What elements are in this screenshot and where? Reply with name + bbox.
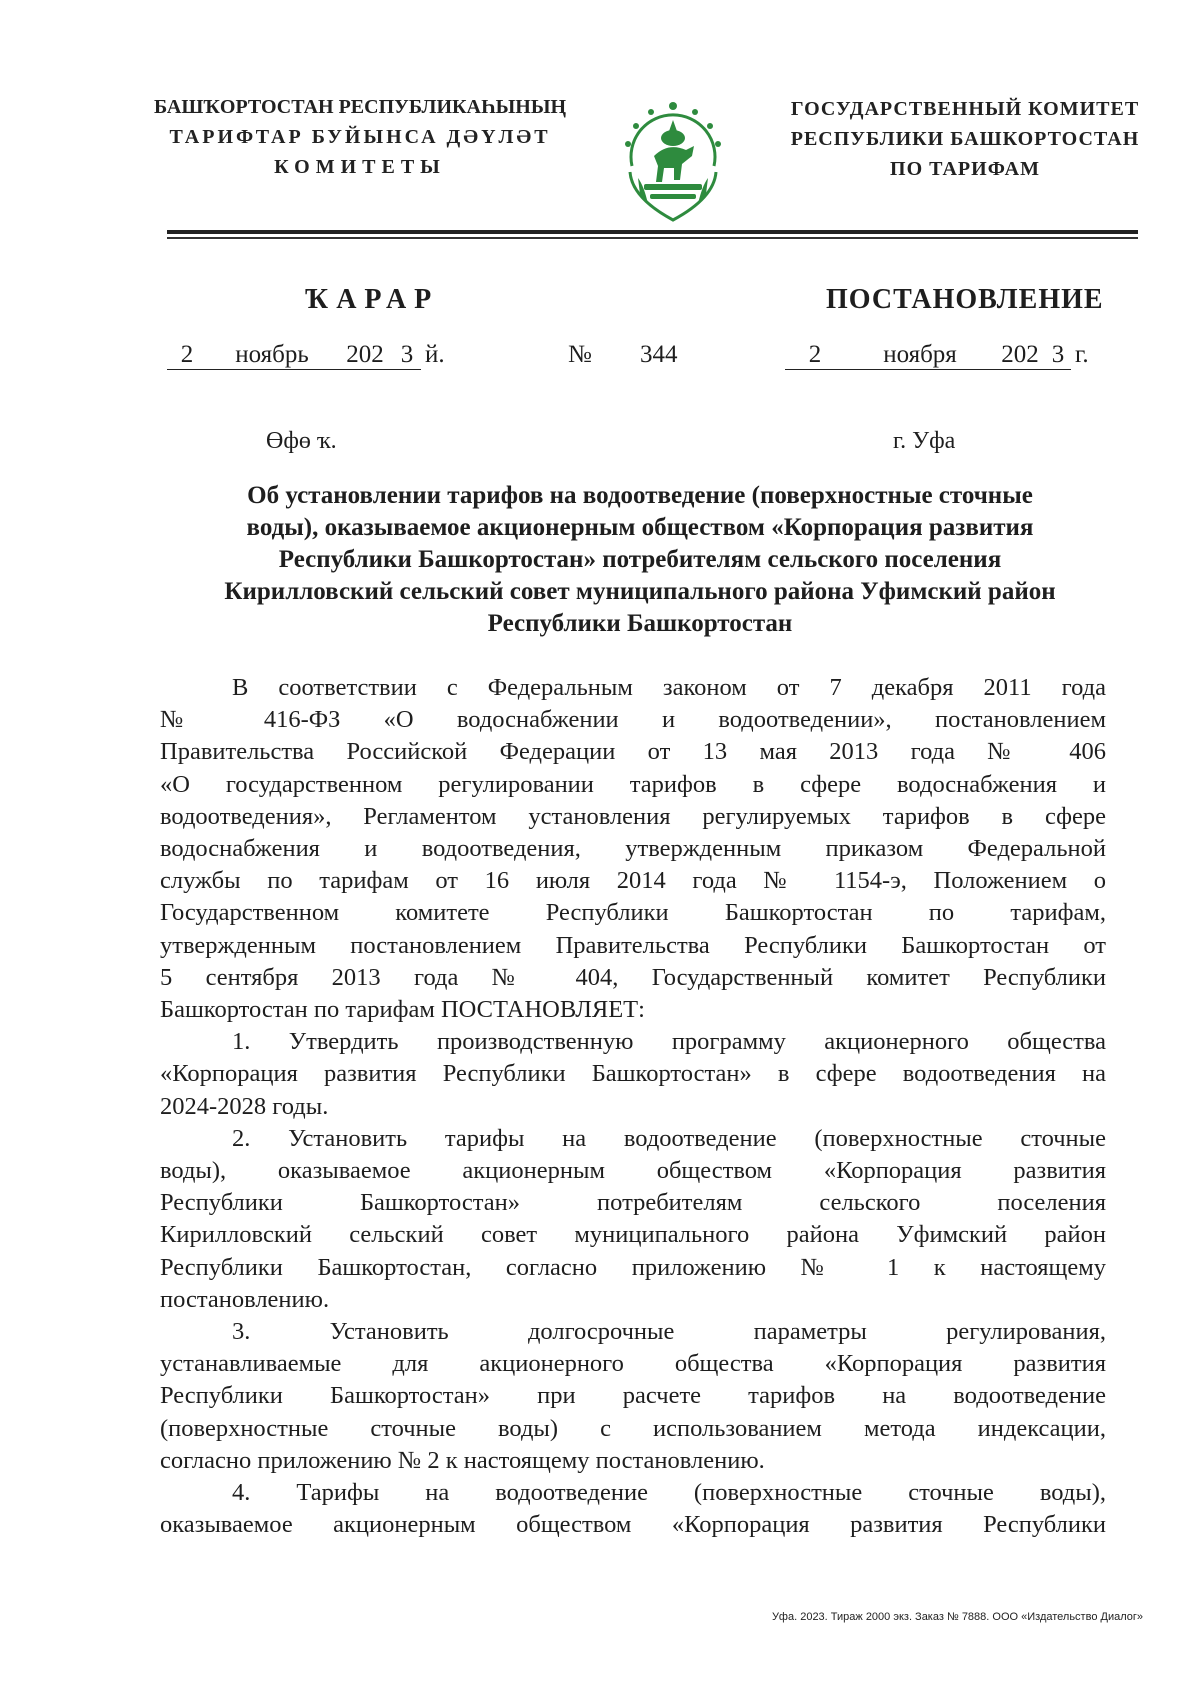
date-left xyxy=(167,341,445,370)
bashkortostan-emblem-icon xyxy=(610,94,736,224)
header-left-line-1: БАШҠОРТОСТАН РЕСПУБЛИКАҺЫНЫҢ xyxy=(153,96,567,118)
title-line: Об установлении тарифов на водоотведение (поверхностные сточные xyxy=(247,482,1033,509)
date-left-year-last: 3 xyxy=(393,341,421,370)
header-left-line-2: ТАРИФТАР БУЙЫНСА ДӘҮЛӘТ xyxy=(169,126,551,148)
item-2-paragraph xyxy=(160,1123,1106,1316)
body-line: № 416-ФЗ «О водоснабжении и водоотведении», постановлением xyxy=(160,706,1106,734)
body-line: водоотведения», Регламентом установления регулируемых тарифов в сфере xyxy=(160,802,1106,830)
header-right-line-3: ПО ТАРИФАМ xyxy=(890,158,1040,180)
header-divider-thin xyxy=(167,237,1138,239)
title-line: Кирилловский сельский совет муниципального района Уфимский район xyxy=(224,578,1056,605)
body-line: согласно приложению № 2 к настоящему постановлению. xyxy=(160,1446,765,1474)
body-line: постановлению. xyxy=(160,1285,330,1313)
item-4-paragraph xyxy=(160,1477,1106,1541)
body-line: устанавливаемые для акционерного общества «Корпорация развития xyxy=(160,1350,1106,1378)
body-line: 2024-2028 годы. xyxy=(160,1092,329,1120)
preamble-paragraph xyxy=(160,672,1106,1026)
body-line: Республики Башкортостан, согласно приложению № 1 к настоящему xyxy=(160,1253,1106,1281)
doc-number: 344 xyxy=(640,341,678,368)
header-left-bashkir xyxy=(140,92,580,182)
title-line: воды), оказываемое акционерным обществом «Корпорация развития xyxy=(246,514,1034,541)
date-left-day: 2 xyxy=(167,341,207,370)
date-left-month: ноябрь xyxy=(207,341,337,370)
body-line: 2. Установить тарифы на водоотведение (поверхностные сточные xyxy=(232,1124,1106,1152)
date-right-month: ноября xyxy=(845,341,995,370)
body-line: 5 сентября 2013 года № 404, Государственный комитет Республики xyxy=(160,963,1106,991)
header-right-line-2: РЕСПУБЛИКИ БАШКОРТОСТАН xyxy=(790,128,1140,150)
title-line: Республики Башкортостан xyxy=(487,610,793,637)
body-line: Республики Башкортостан» при расчете тарифов на водоотведение xyxy=(160,1382,1106,1410)
date-right-year-last: 3 xyxy=(1045,341,1071,370)
document-title xyxy=(160,480,1120,640)
header-divider-thick xyxy=(167,230,1138,234)
header-right-russian xyxy=(770,94,1160,184)
item-1-paragraph xyxy=(160,1026,1106,1123)
body-line: водоснабжения и водоотведения, утвержденным приказом Федеральной xyxy=(160,835,1106,863)
body-line: Республики Башкортостан» потребителям сельского поселения xyxy=(160,1189,1106,1217)
document-body xyxy=(160,672,1106,1541)
item-3-paragraph xyxy=(160,1316,1106,1477)
print-imprint: Уфа. 2023. Тираж 2000 экз. Заказ № 7888. ООО «Издательство Диалог» xyxy=(771,1611,1143,1623)
body-line: «О государственном регулировании тарифов в сфере водоснабжения и xyxy=(160,770,1106,798)
body-line: (поверхностные сточные воды) с использованием метода индексации, xyxy=(160,1414,1106,1442)
date-left-year: 202 xyxy=(337,341,393,370)
body-line: утвержденным постановлением Правительства Республики Башкортостан от xyxy=(160,931,1106,959)
body-line: Государственном комитете Республики Башкортостан по тарифам, xyxy=(160,899,1106,927)
body-line: 1. Утвердить производственную программу акционерного общества xyxy=(232,1028,1106,1056)
header-right-line-1: ГОСУДАРСТВЕННЫЙ КОМИТЕТ xyxy=(790,98,1140,120)
city-bashkir: Өфө ҡ. xyxy=(266,428,337,454)
date-right-suffix: г. xyxy=(1075,341,1089,368)
body-line: 3. Установить долгосрочные параметры регулирования, xyxy=(232,1318,1106,1346)
doc-number-sign: № xyxy=(568,341,592,368)
date-right-year: 202 xyxy=(995,341,1045,370)
city-russian: г. Уфа xyxy=(893,428,956,454)
body-line: «Корпорация развития Республики Башкортостан» в сфере водоотведения на xyxy=(160,1060,1106,1088)
body-line: службы по тарифам от 16 июля 2014 года № 1154-э, Положением о xyxy=(160,867,1106,895)
body-line: Правительства Российской Федерации от 13 мая 2013 года № 406 xyxy=(160,738,1106,766)
header-left-line-3: КОМИТЕТЫ xyxy=(274,156,446,178)
body-line: 4. Тарифы на водоотведение (поверхностные сточные воды), xyxy=(232,1479,1106,1507)
body-line: В соответствии с Федеральным законом от 7 декабря 2011 года xyxy=(232,674,1106,701)
body-line: Башкортостан по тарифам ПОСТАНОВЛЯЕТ: xyxy=(160,996,645,1024)
body-line: воды), оказываемое акционерным обществом «Корпорация развития xyxy=(160,1157,1106,1185)
body-line: Кирилловский сельский совет муниципального района Уфимский район xyxy=(160,1221,1106,1249)
date-right-day: 2 xyxy=(785,341,845,370)
date-left-suffix: й. xyxy=(425,341,445,368)
body-line: оказываемое акционерным обществом «Корпорация развития Республики xyxy=(160,1511,1106,1539)
date-right xyxy=(785,341,1089,370)
doc-type-russian: ПОСТАНОВЛЕНИЕ xyxy=(826,284,1104,315)
title-line: Республики Башкортостан» потребителям сельского поселения xyxy=(278,546,1002,573)
doc-type-bashkir: ҠАРАР xyxy=(305,284,440,315)
